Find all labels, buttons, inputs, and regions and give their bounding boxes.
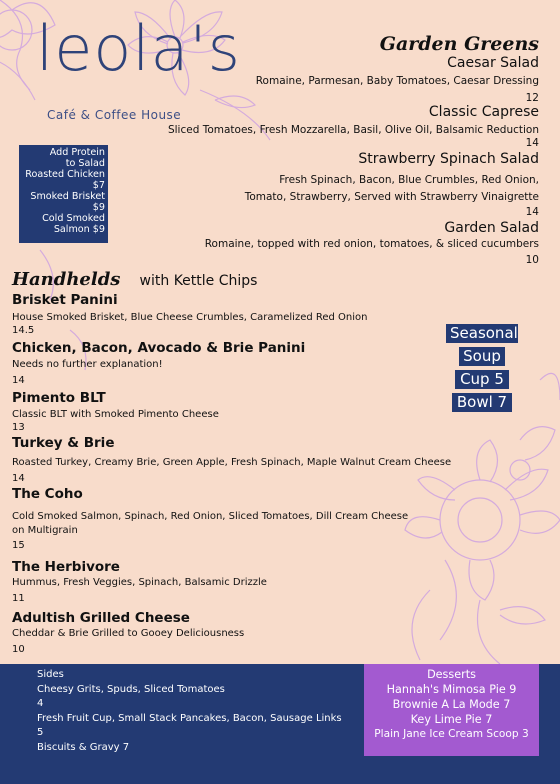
desserts-title: Desserts <box>427 668 476 681</box>
the-herbivore-name: The Herbivore <box>12 559 120 575</box>
brisket-panini-name: Brisket Panini <box>12 292 118 308</box>
the-coho-price: 15 <box>12 540 25 551</box>
sides-line: Fresh Fruit Cup, Small Stack Pancakes, Bacon, Sausage Links <box>37 712 342 724</box>
sides-section <box>37 668 342 756</box>
protein-line: Cold Smoked <box>42 213 105 224</box>
caesar-salad-price: 12 <box>525 92 539 104</box>
dessert-item: Brownie A La Mode 7 <box>392 698 511 711</box>
handhelds-subtitle: with Kettle Chips <box>139 273 258 289</box>
pimento-blt-price: 13 <box>12 422 25 433</box>
chicken-panini-name: Chicken, Bacon, Avocado & Brie Panini <box>12 340 306 356</box>
the-coho-desc-1: Cold Smoked Salmon, Spinach, Red Onion, Sliced Tomatoes, Dill Cream Cheese <box>12 511 409 522</box>
the-herbivore-desc: Hummus, Fresh Veggies, Spinach, Balsamic Drizzle <box>12 577 267 588</box>
sides-line: Cheesy Grits, Spuds, Sliced Tomatoes <box>37 683 225 695</box>
brisket-panini-price: 14.5 <box>12 325 35 336</box>
soup-line: Cup 5 <box>455 370 509 389</box>
pimento-blt-name: Pimento BLT <box>12 390 106 406</box>
turkey-brie-price: 14 <box>12 473 25 484</box>
seasonal-soup-box <box>442 324 522 412</box>
sides-title: Sides <box>37 669 64 680</box>
handhelds-title: Handhelds <box>12 269 121 290</box>
protein-addon-box <box>19 145 108 243</box>
classic-caprese-desc: Sliced Tomatoes, Fresh Mozzarella, Basil, Olive Oil, Balsamic Reduction <box>167 124 539 136</box>
flower-right-icon <box>405 440 560 664</box>
dessert-item: Key Lime Pie 7 <box>410 713 493 726</box>
strawberry-salad-desc-1: Fresh Spinach, Bacon, Blue Crumbles, Red Onion, <box>279 174 539 186</box>
garden-salad-name: Garden Salad <box>444 220 539 236</box>
protein-line: Roasted Chicken <box>25 169 105 180</box>
dessert-item: Hannah's Mimosa Pie 9 <box>386 683 517 696</box>
turkey-brie-name: Turkey & Brie <box>12 435 115 451</box>
the-coho-name: The Coho <box>12 486 83 502</box>
soup-line: Bowl 7 <box>452 393 512 412</box>
dessert-item: Plain Jane Ice Cream Scoop 3 <box>374 728 529 740</box>
sides-price: 5 <box>37 727 44 739</box>
grilled-cheese-price: 10 <box>12 644 25 655</box>
sides-price: 4 <box>37 698 44 710</box>
the-coho-desc-2: on Multigrain <box>12 525 78 536</box>
classic-caprese-name: Classic Caprese <box>428 104 539 120</box>
garden-salad-price: 10 <box>525 254 539 266</box>
brand-tagline: Café & Coffee House <box>47 108 182 122</box>
strawberry-salad-name: Strawberry Spinach Salad <box>358 151 539 167</box>
protein-line: $7 <box>92 180 105 191</box>
protein-line: Add Protein <box>49 147 105 158</box>
brand-logo: leola's <box>36 12 241 85</box>
sides-line: Biscuits & Gravy 7 <box>37 741 130 753</box>
strawberry-salad-desc-2: Tomato, Strawberry, Served with Strawberry Vinaigrette <box>244 191 539 203</box>
classic-caprese-price: 14 <box>525 137 539 149</box>
handhelds-header <box>12 269 257 290</box>
the-herbivore-price: 11 <box>12 593 25 604</box>
protein-line: $9 <box>92 202 105 213</box>
brisket-panini-desc: House Smoked Brisket, Blue Cheese Crumbles, Caramelized Red Onion <box>12 312 368 323</box>
flower-lower-right-icon <box>412 373 560 660</box>
protein-line: to Salad <box>65 158 105 169</box>
desserts-box <box>364 664 539 756</box>
soup-line: Seasonal <box>446 324 518 343</box>
garden-salad-desc: Romaine, topped with red onion, tomatoes, & sliced cucumbers <box>204 238 539 250</box>
grilled-cheese-desc: Cheddar & Brie Grilled to Gooey Deliciousness <box>12 628 245 639</box>
turkey-brie-desc: Roasted Turkey, Creamy Brie, Green Apple, Fresh Spinach, Maple Walnut Cream Cheese <box>12 457 452 468</box>
protein-line: Salmon $9 <box>53 224 105 235</box>
caesar-salad-desc: Romaine, Parmesan, Baby Tomatoes, Caesar Dressing <box>255 75 539 87</box>
garden-greens-title: Garden Greens <box>379 33 539 55</box>
strawberry-salad-price: 14 <box>525 206 539 218</box>
soup-line: Soup <box>459 347 505 366</box>
chicken-panini-price: 14 <box>12 375 25 386</box>
chicken-panini-desc: Needs no further explanation! <box>12 359 163 370</box>
pimento-blt-desc: Classic BLT with Smoked Pimento Cheese <box>12 409 219 420</box>
protein-line: Smoked Brisket <box>30 191 105 202</box>
grilled-cheese-name: Adultish Grilled Cheese <box>12 610 190 626</box>
caesar-salad-name: Caesar Salad <box>447 55 539 71</box>
